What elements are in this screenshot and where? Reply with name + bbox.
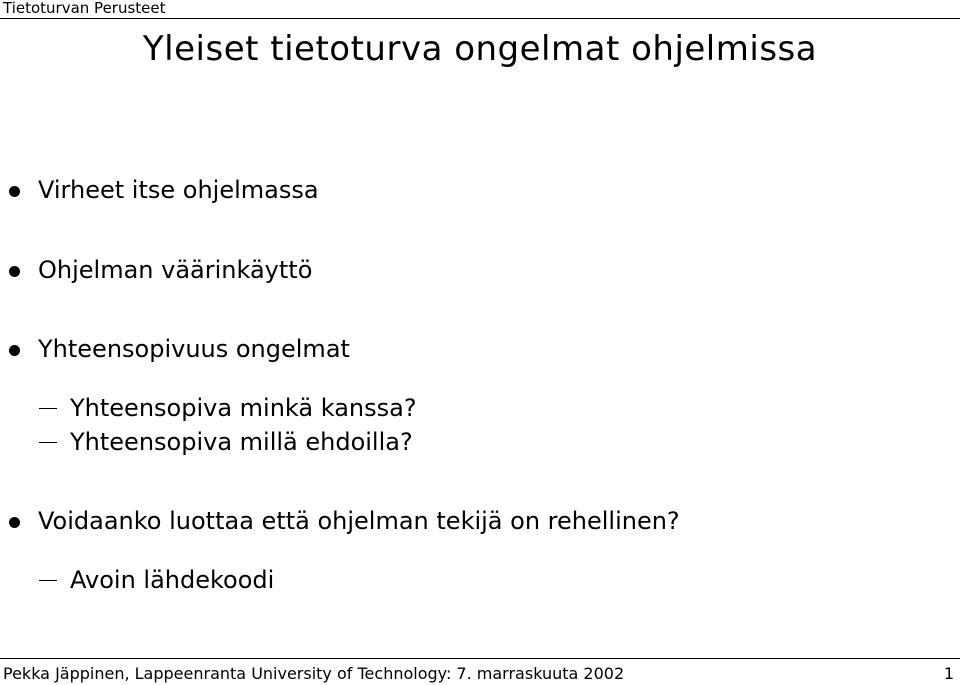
dash-icon [39, 580, 57, 581]
bullet-item-text: Ohjelman väärinkäyttö [38, 256, 313, 284]
bullet-dot-icon [9, 345, 20, 356]
header-rule [0, 18, 960, 19]
sub-item-text: Yhteensopiva minkä kanssa? [70, 394, 417, 422]
bullet-dot-icon [9, 186, 20, 197]
slide-header [0, 0, 960, 20]
bullet-item [0, 252, 940, 288]
bullet-item-text: Voidaanko luottaa että ohjelman tekijä on rehellinen? [38, 507, 680, 535]
sub-item [0, 392, 940, 424]
sub-item [0, 426, 940, 458]
bullet-item [0, 331, 940, 367]
footer-rule [0, 658, 960, 659]
slide-footer [0, 655, 960, 685]
slide-title: Yleiset tietoturva ongelmat ohjelmissa [142, 29, 818, 69]
bullet-item [0, 172, 940, 208]
page-number: 1 [943, 664, 954, 683]
dash-icon [39, 442, 57, 443]
header-title: Tietoturvan Perusteet [3, 0, 166, 17]
sub-item-text: Yhteensopiva millä ehdoilla? [70, 428, 413, 456]
sub-item-text: Avoin lähdekoodi [70, 566, 275, 594]
bullet-dot-icon [9, 266, 20, 277]
footer-author-date: Pekka Jäppinen, Lappeenranta University of Technology: 7. marraskuuta 2002 [3, 664, 625, 683]
sub-item [0, 564, 940, 596]
dash-icon [39, 408, 57, 409]
bullet-item [0, 503, 940, 539]
bullet-dot-icon [9, 517, 20, 528]
bullet-item-text: Yhteensopivuus ongelmat [38, 335, 350, 363]
bullet-item-text: Virheet itse ohjelmassa [38, 176, 319, 204]
